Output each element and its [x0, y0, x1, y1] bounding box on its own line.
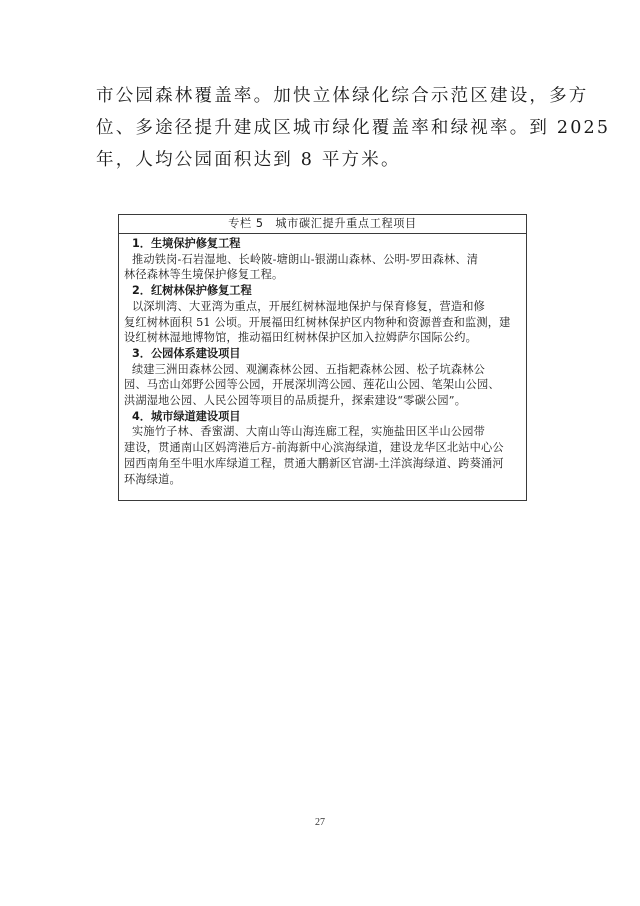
section-heading: 4．城市绿道建设项目	[132, 409, 241, 423]
intro-paragraph	[96, 80, 611, 176]
section-line: 建设，贯通南山区妈湾港后方-前海新中心滨海绿道，建设龙华区北站中心公	[124, 441, 504, 455]
section-heading: 2．红树林保护修复工程	[132, 284, 252, 298]
section-eco-restoration	[124, 236, 520, 283]
box-body	[119, 234, 526, 487]
section-body	[124, 424, 520, 487]
page-number: 27	[315, 817, 325, 828]
section-line: 环海绿道。	[124, 472, 181, 486]
section-greenways	[124, 409, 520, 488]
intro-line: 位、多途径提升建成区城市绿化覆盖率和绿视率。到 2025	[96, 118, 611, 138]
section-heading: 3．公园体系建设项目	[132, 346, 241, 360]
section-line: 园、马峦山郊野公园等公园，开展深圳湾公园、莲花山公园、笔架山公园、	[124, 378, 500, 392]
section-line: 设红树林湿地博物馆，推动福田红树林保护区加入拉姆萨尔国际公约。	[124, 331, 478, 345]
section-mangrove	[124, 283, 520, 346]
section-line: 推动铁岗-石岩湿地、长岭陂-塘朗山-银湖山森林、公明-罗田森林、清	[132, 252, 479, 266]
section-body	[124, 252, 520, 283]
section-line: 洪湖湿地公园、人民公园等项目的品质提升，探索建设“零碳公园”。	[124, 394, 467, 408]
section-body	[124, 362, 520, 409]
feature-box	[118, 214, 527, 501]
section-line: 林径森林等生境保护修复工程。	[124, 268, 284, 282]
section-body	[124, 299, 520, 346]
section-line: 以深圳湾、大亚湾为重点，开展红树林湿地保护与保育修复，营造和修	[132, 299, 486, 313]
section-line: 园西南角至牛咀水库绿道工程，贯通大鹏新区官湖-土洋滨海绿道、跨葵涌河	[124, 456, 504, 470]
section-heading: 1．生境保护修复工程	[132, 237, 241, 250]
section-line: 续建三洲田森林公园、观澜森林公园、五指耙森林公园、松子坑森林公	[132, 362, 486, 376]
section-line: 复红树林面积 51 公顷。开展福田红树林保护区内物种和资源普查和监测，建	[124, 315, 511, 329]
intro-line: 年，人均公园面积达到 8 平方米。	[96, 150, 401, 170]
section-line: 实施竹子林、香蜜湖、大南山等山海连廊工程，实施盐田区半山公园带	[132, 425, 486, 439]
section-parks	[124, 346, 520, 409]
box-title: 专栏 5 城市碳汇提升重点工程项目	[119, 215, 526, 234]
intro-line: 市公园森林覆盖率。加快立体绿化综合示范区建设，多方	[96, 86, 589, 106]
